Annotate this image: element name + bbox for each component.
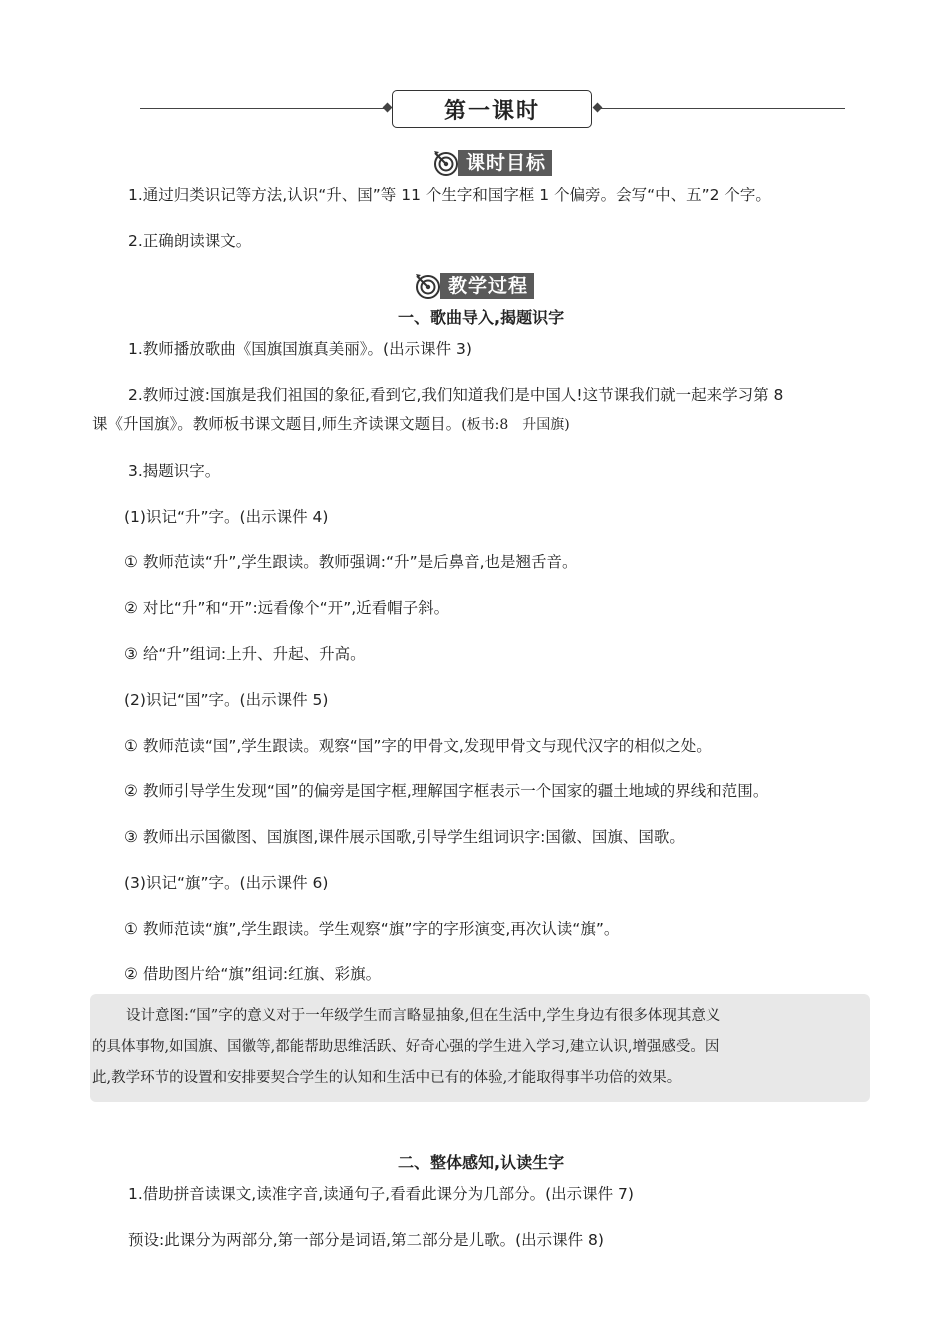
sub-item: ① 教师范读“旗”,学生跟读。学生观察“旗”字的字形演变,再次认读“旗”。: [124, 920, 620, 938]
part2-heading: 二、整体感知,认读生字: [398, 1153, 565, 1172]
sub-item: (3)识记“旗”字。(出示课件 6): [124, 874, 329, 892]
paragraph-text: 课《升国旗》。教师板书课文题目,师生齐读课文题目。: [92, 415, 462, 433]
goal-2: 2.正确朗读课文。: [128, 232, 252, 250]
sub-item: ② 借助图片给“旗”组词:红旗、彩旗。: [124, 965, 382, 983]
paragraph: 1.教师播放歌曲《国旗国旗真美丽》。(出示课件 3): [128, 340, 472, 358]
part1-heading: 一、歌曲导入,揭题识字: [398, 308, 565, 327]
sub-item: ② 对比“升”和“开”:远看像个“开”,近看帽子斜。: [124, 599, 450, 617]
section-badge-process: [414, 272, 534, 300]
sub-item: ③ 给“升”组词:上升、升起、升高。: [124, 645, 366, 663]
sub-item: ① 教师范读“国”,学生跟读。观察“国”字的甲骨文,发现甲骨文与现代汉字的相似之处。: [124, 737, 712, 755]
paragraph: 1.借助拼音读课文,读准字音,读通句子,看看此课分为几部分。(出示课件 7): [128, 1185, 634, 1203]
design-line-3: 此,教学环节的设置和安排要契合学生的认知和生活中已有的体验,才能取得事半功倍的效果。: [92, 1070, 682, 1086]
goal-1: 1.通过归类识记等方法,认识“升、国”等 11 个生字和国字框 1 个偏旁。会写“中、五”2 个字。: [128, 186, 771, 204]
title-rule-left: [140, 108, 390, 109]
design-line-1: 设计意图:“国”字的意义对于一年级学生而言略显抽象,但在生活中,学生身边有很多体现其意义: [126, 1008, 721, 1024]
sub-item: (2)识记“国”字。(出示课件 5): [124, 691, 329, 709]
lesson-title-row: [140, 88, 845, 130]
design-intent-box: [90, 994, 870, 1102]
paragraph: 预设:此课分为两部分,第一部分是词语,第二部分是儿歌。(出示课件 8): [128, 1231, 604, 1249]
lesson-title: 第一课时: [392, 90, 592, 128]
title-diamond-right: [593, 103, 603, 113]
paragraph-continued: [92, 413, 570, 436]
board-note: (板书:8 升国旗): [461, 417, 570, 433]
section-label: 课时目标: [458, 150, 552, 176]
title-diamond-left: [383, 103, 393, 113]
section-badge-goals: [432, 149, 552, 177]
target-icon: [432, 149, 462, 177]
target-icon: [414, 272, 444, 300]
design-line-2: 的具体事物,如国旗、国徽等,都能帮助思维活跃、好奇心强的学生进入学习,建立认识,增强感受。因: [92, 1039, 720, 1055]
paragraph: 3.揭题识字。: [128, 462, 221, 480]
sub-item: ① 教师范读“升”,学生跟读。教师强调:“升”是后鼻音,也是翘舌音。: [124, 553, 578, 571]
sub-item: ③ 教师出示国徽图、国旗图,课件展示国歌,引导学生组词识字:国徽、国旗、国歌。: [124, 828, 685, 846]
section-label: 教学过程: [440, 273, 534, 299]
sub-item: ② 教师引导学生发现“国”的偏旁是国字框,理解国字框表示一个国家的疆土地域的界线和范围。: [124, 782, 769, 800]
paragraph: 2.教师过渡:国旗是我们祖国的象征,看到它,我们知道我们是中国人!这节课我们就一起来学习第 8: [128, 386, 784, 404]
sub-item: (1)识记“升”字。(出示课件 4): [124, 508, 329, 526]
title-rule-right: [595, 108, 845, 109]
